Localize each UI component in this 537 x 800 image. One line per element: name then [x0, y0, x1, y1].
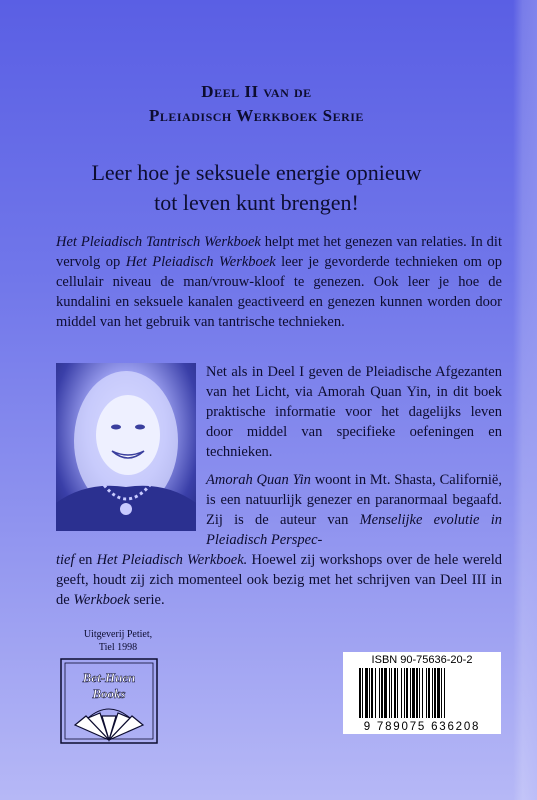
barcode-icon	[357, 668, 487, 718]
publisher-name: Uitgeverij Petiet,	[83, 629, 153, 640]
isbn-barcode	[343, 652, 501, 734]
series-line-1: Deel II van de	[201, 82, 312, 101]
description-text-b: leer je gevorderde technieken om op cellulair niveau de man/vrouw-kloof te genezen. Ook leer je hoe de kundalini en seksuele kanalen geactiveerd en genezen kunnen worden door middel van het gebruik van tantrische technieken.	[56, 254, 502, 330]
author-bio-text-b: en	[74, 552, 97, 568]
isbn-label: ISBN 90-75636-20-2	[371, 654, 473, 666]
book-spine	[513, 0, 537, 800]
book-title-evolutie-a: Menselijke evolutie in Pleiadisch Perspec-	[206, 512, 503, 548]
bet-huen-logo-icon	[60, 658, 158, 744]
description-text-a: helpt met het genezen van relaties. In dit vervolg op	[56, 234, 502, 270]
author-bio-text-c: Hoewel zij workshops over de hele wereld geeft, houdt zij zich momenteel ook bezig met het schrijven van Deel III in de	[56, 552, 502, 608]
author-photo	[56, 363, 196, 531]
tagline-line-2: tot leven kunt brengen!	[154, 190, 359, 215]
author-name: Amorah Quan Yin	[206, 472, 311, 488]
publisher-info	[58, 628, 178, 654]
svg-text:Books: Books	[92, 686, 126, 701]
author-bio-text-d: serie.	[129, 592, 165, 608]
book-title: Het Pleiadisch Tantrisch Werkboek	[56, 234, 261, 250]
svg-text:Bet-Huen: Bet-Huen	[82, 670, 136, 685]
series-name: Werkboek	[73, 592, 130, 608]
author-portrait-illustration	[56, 363, 196, 531]
author-bio-text-a: woont in Mt. Shasta, Californië, is een natuurlijk genezer en paranormaal begaafd. Zij is de auteur van	[206, 472, 502, 528]
tagline	[0, 158, 513, 218]
series-line-2: Pleiadisch Werkboek Serie	[149, 106, 364, 125]
publisher-logo	[60, 658, 158, 744]
series-heading	[0, 80, 513, 128]
book-title-evolutie-b: tief	[56, 552, 75, 568]
ean-digits: 9 789075 636208	[363, 721, 481, 733]
publisher-place-year: Tiel 1998	[98, 642, 138, 653]
author-bio-paragraph-continued	[56, 550, 502, 610]
description-paragraph	[56, 232, 502, 332]
tagline-line-1: Leer hoe je seksuele energie opnieuw	[91, 160, 422, 185]
book-title-werkboek: Het Pleiadisch Werkboek.	[96, 552, 248, 568]
previous-book-title: Het Pleiadisch Werkboek	[125, 254, 276, 270]
pleiadian-paragraph: Net als in Deel I geven de Pleiadische Afgezanten van het Licht, via Amorah Quan Yin, in dit boek praktische informatie voor het dagelijks leven door middel van specifieke oefeningen en technieken.	[206, 364, 502, 460]
author-bio-paragraph	[206, 470, 502, 550]
